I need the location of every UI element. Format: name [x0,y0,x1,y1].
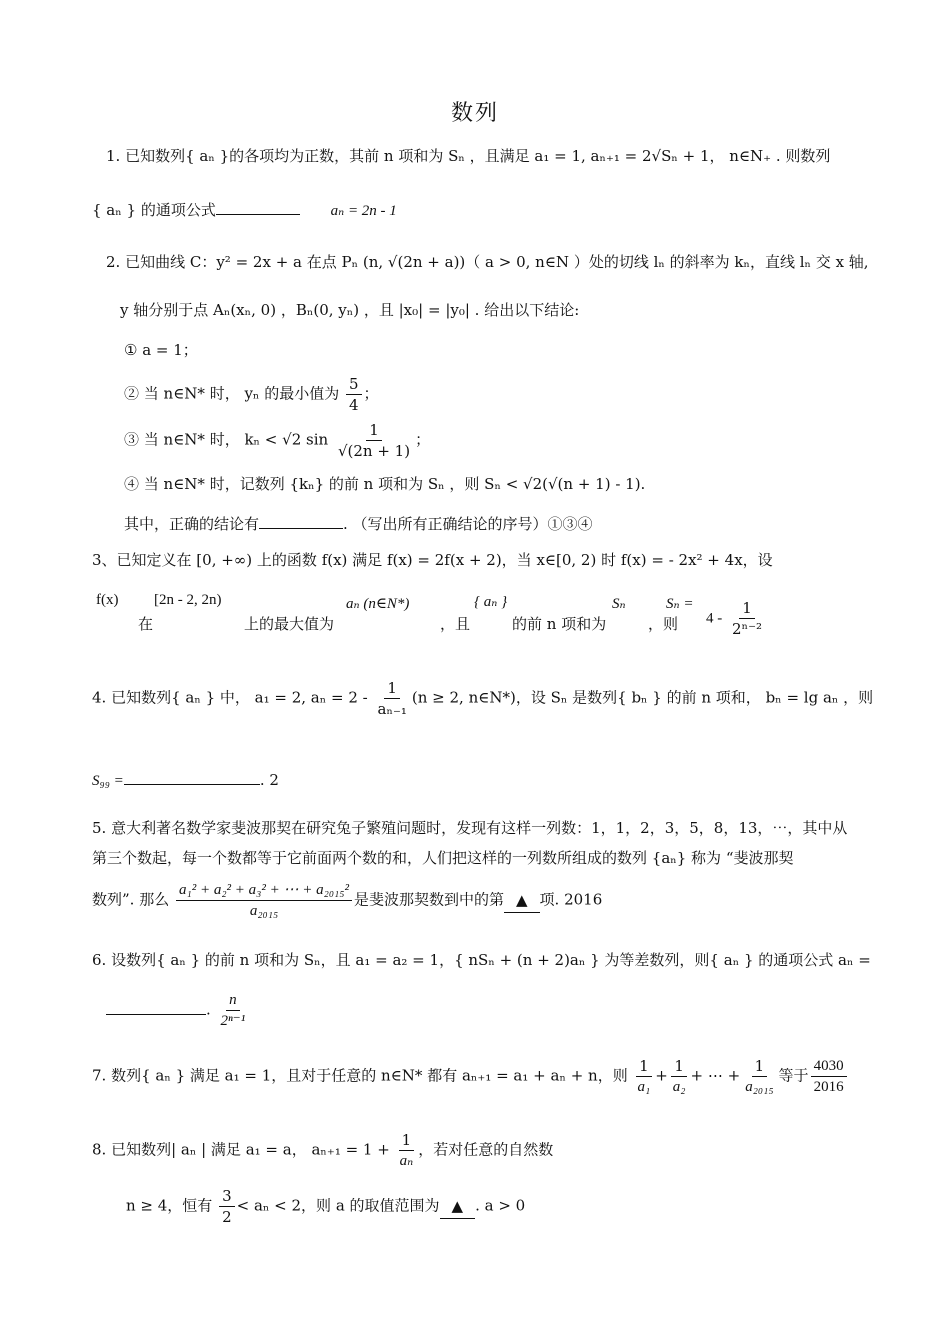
q8-line1 [92,1130,553,1171]
q3-text-max: 上的最大值为 [244,615,335,633]
q3-f: f(x) [96,592,119,608]
q8-den: aₙ [399,1153,414,1169]
q2-option2-num: 5 [346,374,362,395]
q2-line3 [124,512,593,536]
q6-line2: . $\frac{n}{\text{2ⁿ⁻¹}}$ [106,990,250,1031]
q3-an: aₙ (n∈N*) [346,596,410,612]
q4-den: aₙ₋₁ [377,700,407,718]
q2-line2: y 轴分别于点 Aₙ(xₙ, 0) ，Bₙ(0, yₙ) ，且 |x₀| = |y₀| . 给出以下结论: [120,301,580,319]
q2-option4: ④ 当 n∈N* 时，记数列 {kₙ} 的前 n 项和为 Sₙ ，则 Sₙ < √2(√(n + 1) - 1). [124,475,646,493]
q4-blank [124,770,260,785]
q2-option2 [124,374,379,415]
q2-blank [259,514,343,529]
q6-answer-num: n [226,990,240,1011]
q5-line1: 5. 意大利著名数学家斐波那契在研究兔子繁殖问题时，发现有这样一列数：1，1，2，3，5，8，13，⋯，其中从 [92,819,848,837]
q5-line2: 第三个数起，每一个数都等于它前面两个数的和，人们把这样的一列数所组成的数列 {aₙ} 称为 “斐波那契 [92,849,794,867]
q3-seq: { aₙ } [474,594,508,610]
q2-line3-end: . （写出所有正确结论的序号）①③④ [343,515,593,533]
q3-text-sum: 的前 n 项和为 [512,615,607,633]
q5-line3-end: 项. 2016 [539,890,603,909]
q7-f3-num: 1 [752,1056,768,1077]
q2-option2-den: 4 [348,396,359,414]
q7-answer-num: 4030 [811,1056,847,1077]
q4-answer: . 2 [259,771,279,789]
q3-answer-num: 1 [739,598,755,619]
q7-f1-den: a₁ [637,1079,651,1095]
q8-num: 1 [399,1130,415,1151]
q2-line1: 2. 已知曲线 C：y² = 2x + a 在点 Pₙ (n, √(2n + a))（ a > 0, n∈N ）处的切线 lₙ 的斜率为 kₙ，直线 lₙ 交 x 轴, [106,253,869,271]
q8-line2-mid: < aₙ < 2，则 a 的取值范围为 [236,1196,440,1215]
q8-line2-fraction [219,1186,235,1227]
page-title: 数列 [450,101,499,126]
q4-line2 [92,768,279,793]
q6-line1: 6. 设数列{ aₙ } 的前 n 项和为 Sₙ，且 a₁ = a₂ = 1，{ nSₙ + (n + 2)aₙ } 为等差数列，则{ aₙ } 的通项公式 aₙ = [92,951,871,969]
q2-option1: ① a = 1； [124,341,198,359]
q8-line2-den: 2 [222,1208,232,1226]
q3-answer-fraction [729,598,765,639]
q5-num: a₁² + a₂² + a₃² + ⋯ + a₂₀₁₅² [176,880,352,901]
q8-line2 [126,1186,525,1227]
q1-line2 [92,198,397,223]
q7-dots: + ⋯ + [690,1066,741,1085]
q1-line1: 1. 已知数列{ aₙ }的各项均为正数，其前 n 项和为 Sₙ ，且满足 a₁ = 1, aₙ₊₁ = 2√Sₙ + 1， n∈N₊ . 则数列 [106,147,831,165]
q2-option3-end: ； [415,430,431,449]
q6-answer-fraction [218,990,249,1031]
q1-answer: aₙ = 2n - 1 [330,203,397,219]
q7-answer-den: 2016 [813,1079,844,1095]
q6-blank [106,1000,206,1015]
q3-text-and: ，且 [440,615,471,633]
q7-equals: 等于 [778,1066,809,1085]
q2-option3-text: ③ 当 n∈N* 时， kₙ < √2 sin [124,430,329,449]
q2-option3-num: 1 [366,420,382,441]
q4-fraction [375,678,410,719]
q3-answer-den: 2ⁿ⁻² [732,620,762,638]
q3-line1: 3、已知定义在 [0, +∞) 上的函数 f(x) 满足 f(x) = 2f(x + 2)，当 x∈[0, 2) 时 f(x) = - 2x² + 4x，设 [92,551,773,569]
q7-f2-den: a₂ [672,1079,686,1095]
q3-interval: [2n - 2, 2n) [154,592,222,608]
q3-answer-lead: 4 - [706,610,723,627]
q7-f1-num: 1 [636,1056,652,1077]
q2-line3-text: 其中，正确的结论有 [124,515,260,533]
q8-fraction [397,1130,417,1171]
q3-sn: Sₙ [612,596,626,612]
q5-line3-text: 数列”. 那么 [92,890,170,909]
q8-line1-end: ，若对任意的自然数 [418,1140,554,1159]
q4-num: 1 [384,678,400,699]
q7-fraction1 [634,1056,653,1097]
q7-f2-num: 1 [671,1056,687,1077]
q7-f3-den: a₂₀₁₅ [745,1079,774,1095]
q2-option3 [124,420,430,461]
q1-blank [216,200,300,215]
q8-line2-num: 3 [219,1186,235,1207]
q8-line2-end: . a > 0 [475,1196,526,1215]
q7-line1: 7. 数列{ aₙ } 满足 a₁ = 1，且对于任意的 n∈N* 都有 aₙ₊₁ = a₁ + aₙ + n，则 $\frac{1}{\text{a₁}}$ + $\frac{1}{\text{a₂}}$ + ⋯ + $\frac{1}{\text{a₂₀₁₅}}$ 等于 $\frac{4030}{2016}$ [92,1056,849,1097]
q5-line3-mid: 是斐波那契数到中的第 [353,890,504,909]
q3-text-then: ，则 [648,615,679,633]
q7-answer-fraction [811,1056,847,1097]
q8-line2-text: n ≥ 4，恒有 [126,1196,213,1215]
q8-line1-text: 8. 已知数列| aₙ | 满足 a₁ = a， aₙ₊₁ = 1 + [92,1140,390,1159]
q2-option2-end: ； [363,384,379,403]
q5-line3 [92,880,602,921]
q4-s99: S₉₉ = [92,773,124,789]
q3-sn-eq: Sₙ = [666,596,694,612]
q5-blank-triangle: ▲ [504,888,540,913]
q4-line1 [92,678,873,719]
q4-line1-end: (n ≥ 2, n∈N*)，设 Sₙ 是数列{ bₙ } 的前 n 项和， bₙ = lg aₙ ，则 [411,688,874,707]
q2-option3-fraction [335,420,413,461]
q3-answer [706,598,767,639]
q4-line1-text: 4. 已知数列{ aₙ } 中， a₁ = 2, aₙ = 2 - [92,688,368,707]
q5-fraction [176,880,352,921]
q5-den: a₂₀₁₅ [249,903,279,919]
q7-fraction3 [742,1056,776,1097]
q2-option2-fraction [346,374,362,415]
q6-answer-den: 2ⁿ⁻¹ [220,1013,246,1029]
q2-option2-text: ② 当 n∈N* 时， yₙ 的最小值为 [124,384,340,403]
q7-fraction2 [670,1056,689,1097]
q8-blank-triangle: ▲ [440,1194,476,1219]
q7-line1-text: 7. 数列{ aₙ } 满足 a₁ = 1，且对于任意的 n∈N* 都有 aₙ₊₁ = a₁ + aₙ + n，则 [92,1066,628,1085]
q3-text-in: 在 [138,615,154,633]
q2-option3-den: √(2n + 1) [337,442,411,460]
q1-line2-text: { aₙ } 的通项公式 [92,201,216,219]
